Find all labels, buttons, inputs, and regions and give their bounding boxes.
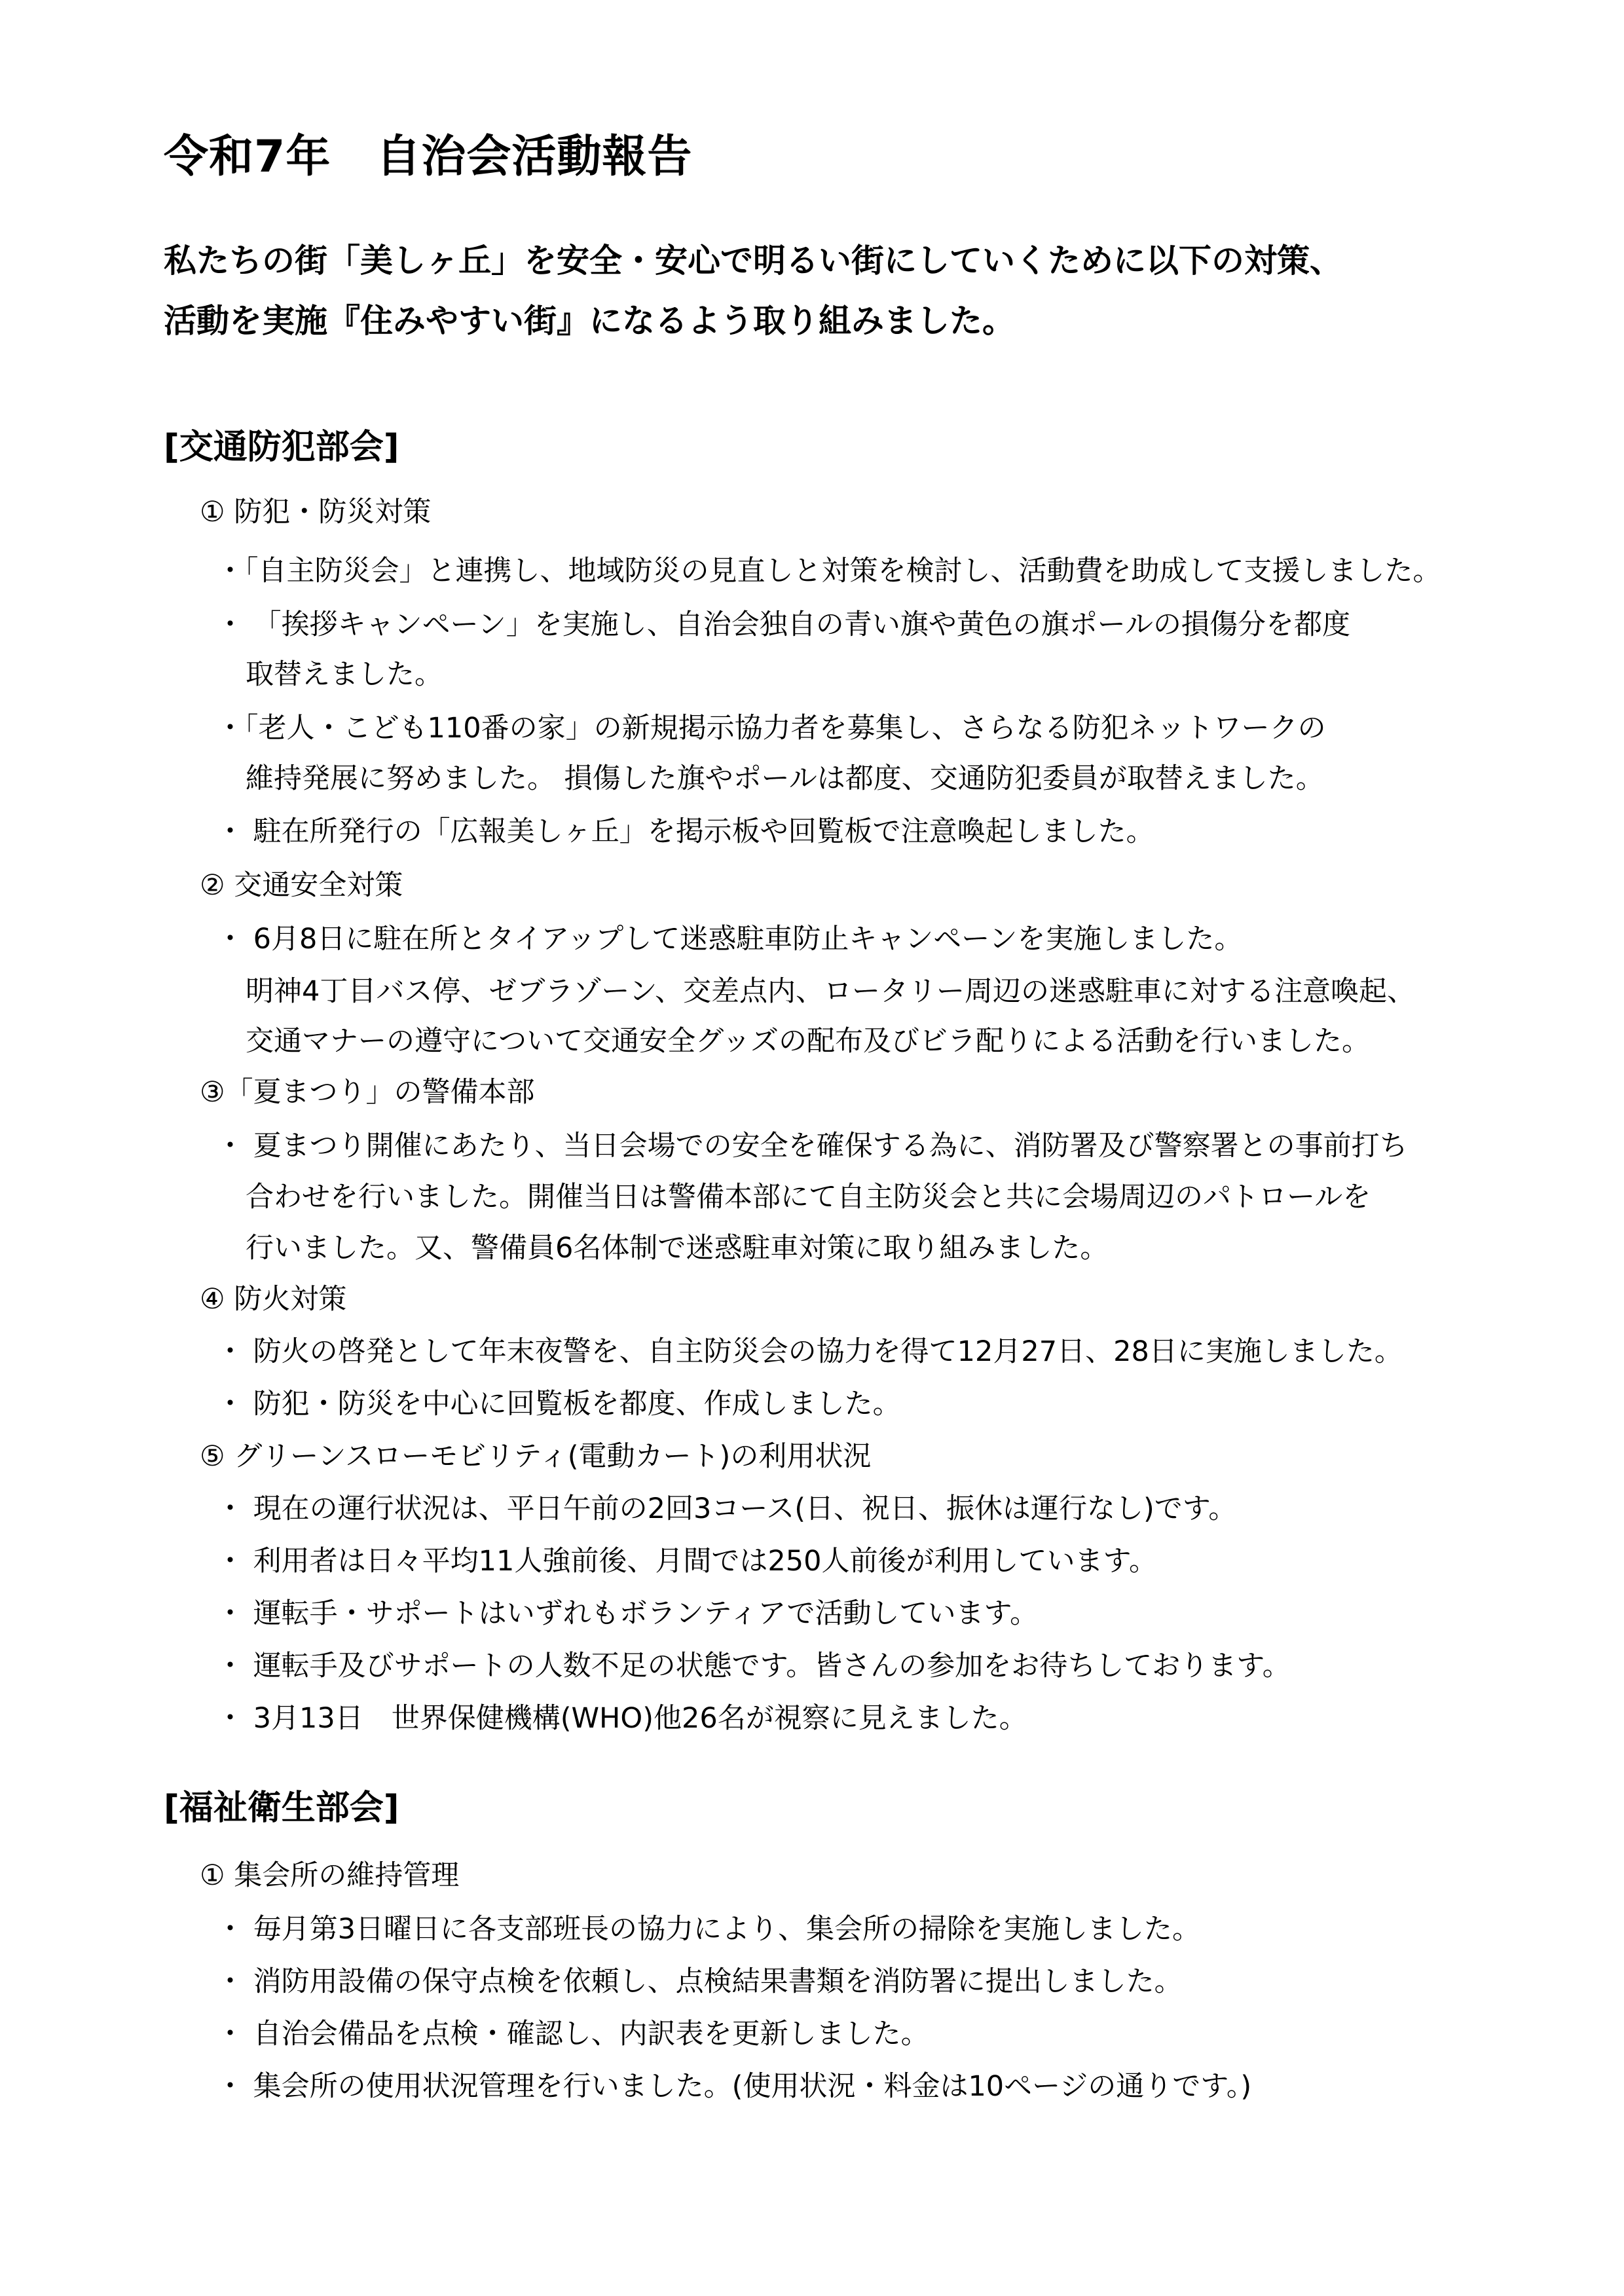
list-item: ・ 自治会備品を点検・確認し、内訳表を更新しました。 xyxy=(216,2018,929,2050)
item-heading: ③「夏まつり」の警備本部 xyxy=(200,1076,535,1109)
list-item: ・ 3月13日 世界保健機構(WHO)他26名が視察に見えました。 xyxy=(216,1702,1027,1735)
list-item: ・ 運転手及びサポートの人数不足の状態です。皆さんの参加をお待ちしております。 xyxy=(216,1650,1291,1682)
list-item-continuation: 取替えました。 xyxy=(246,658,443,691)
list-item-continuation: 維持発展に努めました。 損傷した旗やポールは都度、交通防犯委員が取替えました。 xyxy=(246,762,1324,795)
list-item: ・ 駐在所発行の「広報美しヶ丘」を掲示板や回覧板で注意喚起しました。 xyxy=(216,815,1154,848)
list-item-continuation: 交通マナーの遵守について交通安全グッズの配布及びビラ配りによる活動を行いました。 xyxy=(246,1025,1370,1058)
item-heading: ④ 防火対策 xyxy=(200,1283,347,1316)
list-item: ・ 運転手・サポートはいずれもボランティアで活動しています。 xyxy=(216,1597,1039,1630)
list-item: ・ 現在の運行状況は、平日午前の2回3コース(日、祝日、振休は運行なし)です。 xyxy=(216,1492,1237,1525)
item-heading: ⑤ グリーンスローモビリティ(電動カート)の利用状況 xyxy=(200,1440,872,1473)
list-item: ・ 集会所の使用状況管理を行いました。(使用状況・料金は10ページの通りです。) xyxy=(216,2070,1252,2103)
list-item: ・ 「挨拶キャンペーン」を実施し、自治会独自の青い旗や黄色の旗ポールの損傷分を都度 xyxy=(216,608,1350,641)
list-item: ・「自主防災会」と連携し、地域防災の見直しと対策を検討し、活動費を助成して支援しました。 xyxy=(216,555,1441,587)
list-item: ・ 夏まつり開催にあたり、当日会場での安全を確保する為に、消防署及び警察署との事前打ち xyxy=(216,1130,1408,1162)
list-item: ・ 毎月第3日曜日に各支部班長の協力により、集会所の掃除を実施しました。 xyxy=(216,1913,1201,1946)
intro-line-1: 私たちの街「美しヶ丘」を安全・安心で明るい街にしていくために以下の対策、 xyxy=(164,242,1342,280)
page-title: 令和7年 自治会活動報告 xyxy=(164,131,693,183)
item-heading: ① 集会所の維持管理 xyxy=(200,1859,460,1892)
list-item: ・「老人・こども110番の家」の新規掲示協力者を募集し、さらなる防犯ネットワークの xyxy=(216,712,1326,745)
list-item: ・ 防犯・防災を中心に回覧板を都度、作成しました。 xyxy=(216,1388,901,1420)
list-item: ・ 消防用設備の保守点検を依頼し、点検結果書類を消防署に提出しました。 xyxy=(216,1965,1183,1998)
section-heading-welfare-health: [福祉衛生部会] xyxy=(164,1788,399,1828)
list-item-continuation: 明神4丁目バス停、ゼブラゾーン、交差点内、ロータリー周辺の迷惑駐車に対する注意喚起、 xyxy=(246,975,1416,1008)
list-item-continuation: 合わせを行いました。開催当日は警備本部にて自主防災会と共に会場周辺のパトロールを xyxy=(246,1181,1371,1213)
list-item: ・ 6月8日に駐在所とタイアップして迷惑駐車防止キャンペーンを実施しました。 xyxy=(216,923,1243,955)
intro-line-2: 活動を実施『住みやすい街』になるよう取り組みました。 xyxy=(164,302,1015,340)
item-heading: ② 交通安全対策 xyxy=(200,869,403,902)
list-item: ・ 防火の啓発として年末夜警を、自主防災会の協力を得て12月27日、28日に実施しました。 xyxy=(216,1335,1403,1368)
item-heading: ① 防犯・防災対策 xyxy=(200,496,432,528)
list-item: ・ 利用者は日々平均11人強前後、月間では250人前後が利用しています。 xyxy=(216,1545,1158,1578)
section-heading-traffic-crime: [交通防犯部会] xyxy=(164,428,399,467)
list-item-continuation: 行いました。又、警備員6名体制で迷惑駐車対策に取り組みました。 xyxy=(246,1232,1109,1265)
